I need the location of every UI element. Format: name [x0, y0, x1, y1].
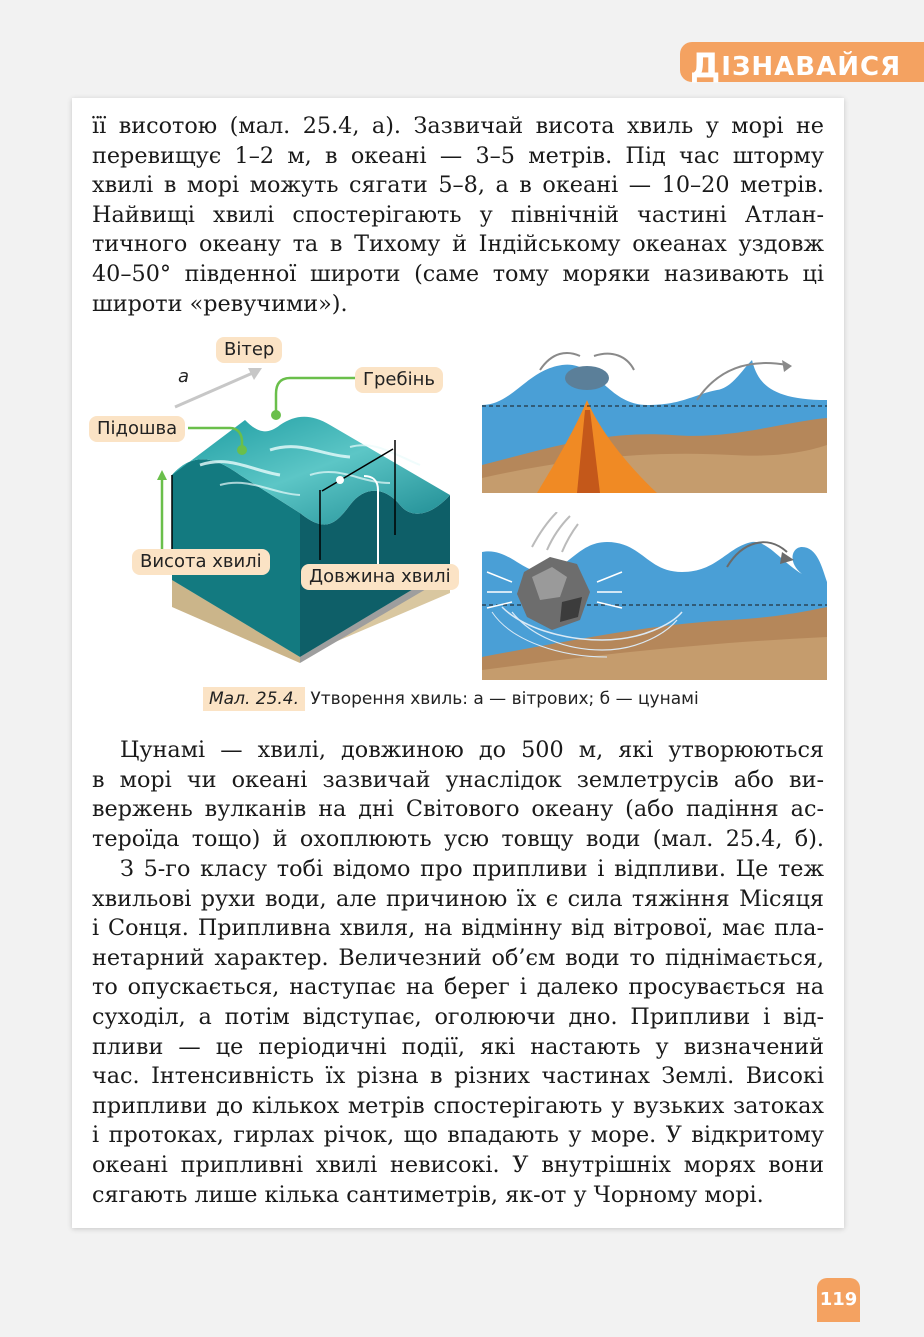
label-wave-length: Довжина хвилі — [301, 564, 459, 590]
text-line: нетарний характер. Величезний об’єм води то піднімається, — [92, 944, 824, 971]
text-line: тичного океану та в Тихому й Індійському океанах уздовж — [92, 231, 824, 258]
text-line: вержень вулканів на дні Світового океану (або падіння ас- — [92, 796, 824, 823]
wave-length-leader-line — [330, 470, 390, 570]
text-line: то опускається, наступає на берег і далеко просувається на — [92, 974, 824, 1001]
text-line: З 5-го класу тобі відомо про припливи і відпливи. Це теж — [120, 856, 824, 882]
figure-caption-text: Утворення хвиль: а — вітрових; б — цунамі — [310, 689, 699, 709]
text-line: Цунамі — хвилі, довжиною до 500 м, які утворюються — [120, 737, 824, 763]
text-line: тероїда тощо) й охоплюють усю товщу води (мал. 25.4, б). — [92, 825, 824, 852]
label-trough: Підошва — [89, 416, 185, 442]
text-line: 40–50° південної широти (саме тому моряки називають ці — [92, 260, 824, 287]
text-line: хвилі в морі можуть сягати 5–8, а в океані — 10–20 метрів. — [92, 172, 824, 199]
figure-letter-a: а — [178, 366, 190, 387]
tsunami-volcano-illustration — [482, 350, 827, 493]
text-line: широти «ревучими»). — [92, 290, 348, 317]
text-line: її висотою (мал. 25.4, а). Зазвичай висота хвиль у морі не — [92, 113, 824, 139]
paragraph-wave-heights — [92, 112, 824, 319]
label-wind: Вітер — [216, 337, 282, 363]
text-line: час. Інтенсивність їх різна в різних частинах Землі. Високі — [92, 1063, 824, 1090]
label-wave-height: Висота хвилі — [132, 549, 270, 575]
text-line: сягають лише кілька сантиметрів, як-от у Чорному морі. — [92, 1181, 764, 1208]
text-line: хвильові рухи води, але причиною їх є сила тяжіння Місяця — [92, 885, 824, 912]
paragraph-tides — [92, 855, 824, 1210]
section-tab-title: ДІЗНАВАЙСЯ — [690, 46, 902, 86]
text-line: припливи до кількох метрів спостерігають у вузьких затоках — [92, 1092, 824, 1119]
text-line: і протоках, гирлах річок, що впадають у море. У відкритому — [92, 1122, 824, 1149]
text-line: перевищує 1–2 м, в океані — 3–5 метрів. Під час шторму — [92, 142, 824, 169]
label-crest: Гребінь — [355, 367, 443, 393]
paragraph-tsunami — [92, 736, 824, 854]
figure-caption — [203, 689, 699, 709]
text-line: суходіл, а потім відступає, оголюючи дно. Припливи і від- — [92, 1003, 824, 1030]
page-number: 119 — [817, 1278, 860, 1322]
text-line: океані припливні хвилі невисокі. У внутрішніх морях вони — [92, 1151, 824, 1178]
text-line: Найвищі хвилі спостерігають у північній частині Атлан- — [92, 201, 824, 228]
text-line: і Сонця. Припливна хвиля, на відмінну від вітрової, має пла- — [92, 915, 824, 942]
text-line: пливи — це періодичні події, які настають у визначений — [92, 1033, 824, 1060]
figure-caption-number: Мал. 25.4. — [203, 687, 305, 711]
text-line: в морі чи океані зазвичай унаслідок землетрусів або ви- — [92, 766, 824, 793]
tsunami-asteroid-illustration — [482, 512, 827, 680]
